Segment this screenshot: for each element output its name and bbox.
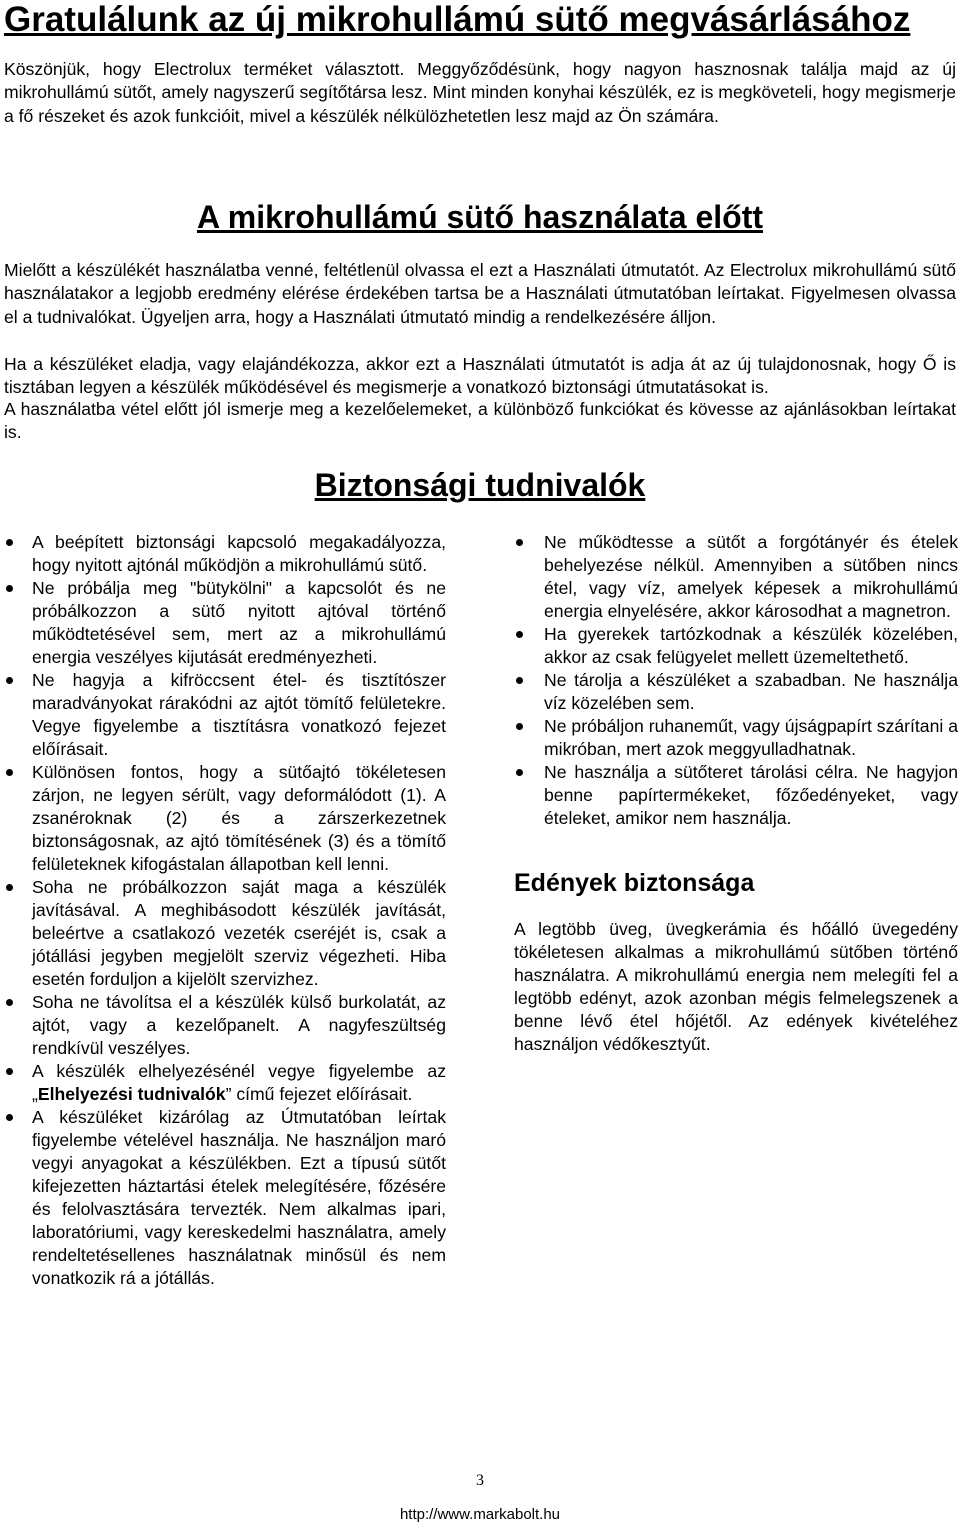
list-item: Különösen fontos, hogy a sütőajtó tökéletesen zárjon, ne legyen sérült, vagy deformálódott (1). A zsanéroknak (2) és a zárszerkezetnek biztonságosnak, az ajtó tömítésének (3) és a tömítő felületeknek kifogástalan állapotban kell lenni.	[4, 761, 446, 876]
safety-list-right	[514, 531, 958, 830]
list-item: A készülék elhelyezésénél vegye figyelembe az „Elhelyezési tudnivalók” című fejezet előírásait.	[4, 1060, 446, 1106]
section-heading-safety: Biztonsági tudnivalók	[314, 467, 646, 503]
bullet-icon	[516, 677, 523, 684]
bullet-icon	[6, 1114, 13, 1121]
section-heading-before-use: A mikrohullámú sütő használata előtt	[196, 199, 763, 235]
bullet-icon	[6, 884, 13, 891]
bullet-icon	[6, 585, 13, 592]
section-heading-cookware-safety: Edények biztonsága	[514, 869, 755, 897]
list-item: Ne tárolja a készüléket a szabadban. Ne használja víz közelében sem.	[514, 669, 958, 715]
intro-paragraph: Köszönjük, hogy Electrolux terméket választott. Meggyőződésünk, hogy nagyon hasznosnak találja majd az új mikrohullámú sütőt, amely nagyszerű segítőtársa lesz. Mint minden konyhai készülék, ez is megköveteli, hogy megismerje a fő részeket és azok funkcióit, mivel a készülék nélkülözhetetlen lesz majd az Ön számára.	[4, 59, 956, 126]
bullet-icon	[6, 539, 13, 546]
before-use-paragraph-2: Ha a készüléket eladja, vagy elajándékozza, akkor ezt a Használati útmutatót is adja át az új tulajdonosnak, hogy Ő is tisztában legyen a készülék működésével és megismerje a vonatkozó biztonsági útmutatásokat is.	[4, 354, 956, 398]
page-title: Gratulálunk az új mikrohullámú sütő megvásárlásához	[4, 0, 911, 39]
list-item: Ha gyerekek tartózkodnak a készülék közelében, akkor az csak felügyelet mellett üzemeltethető.	[514, 623, 958, 669]
list-item: A készüléket kizárólag az Útmutatóban leírtak figyelembe vételével használja. Ne használjon maró vegyi anyagokat a készülékben. Ezt a típusú sütőt kifejezetten háztartási ételek melegítésére, főzésére és felolvasztására tervezték. Nem alkalmas ipari, laboratóriumi, vagy kereskedelmi használatra, amely rendeltetésellenes használatnak minősül és nem vonatkozik rá a jótállás.	[4, 1106, 446, 1290]
bullet-icon	[516, 631, 523, 638]
list-item: Ne használja a sütőteret tárolási célra. Ne hagyjon benne papírtermékeket, főzőedényeket, vagy ételeket, amikor nem használja.	[514, 761, 958, 830]
before-use-paragraph-3: A használatba vétel előtt jól ismerje meg a kezelőelemeket, a különböző funkciókat és kövesse az ajánlásokban leírtakat is.	[4, 399, 956, 443]
list-item: A beépített biztonsági kapcsoló megakadályozza, hogy nyitott ajtónál működjön a mikrohullámú sütő.	[4, 531, 446, 577]
before-use-paragraph-1: Mielőtt a készülékét használatba venné, feltétlenül olvassa el ezt a Használati útmutatót. Az Electrolux mikrohullámú sütő használatakor a legjobb eredmény elérése érdekében tartsa be a Használati útmutatóban leírtakat. Figyelmesen olvassa el a tudnivalókat. Ügyeljen arra, hogy a Használati útmutató mindig a rendelkezésére álljon.	[4, 260, 956, 327]
bullet-icon	[6, 999, 13, 1006]
safety-right-column	[514, 531, 958, 1056]
list-item: Soha ne próbálkozzon saját maga a készülék javításával. A meghibásodott készülék javítását, beleértve a csatlakozó vezeték cseréjét is, csak a jótállási jegyben megjelölt szerviz végezheti. Hiba esetén forduljon a kijelölt szervizhez.	[4, 876, 446, 991]
list-item: Ne próbáljon ruhaneműt, vagy újságpapírt szárítani a mikróban, mert azok meggyulladhatnak.	[514, 715, 958, 761]
list-item: Ne próbálja meg "bütykölni" a kapcsolót és ne próbálkozzon a sütő nyitott ajtóval történő működtetésével sem, mert az a mikrohullámú energia veszélyes kijutását eredményezheti.	[4, 577, 446, 669]
safety-left-column	[4, 531, 446, 1290]
cookware-safety-paragraph: A legtöbb üveg, üvegkerámia és hőálló üvegedény tökéletesen alkalmas a mikrohullámú sütőben történő használatra. A mikrohullámú energia nem melegíti fel a legtöbb edényt, azok azonban mégis felmelegszenek a benne lévő étel hőjétől. Az edények kivételéhez használjon védőkesztyűt.	[514, 919, 958, 1054]
safety-list-left	[4, 531, 446, 1290]
footer-url: http://www.markabolt.hu	[399, 1506, 561, 1523]
bullet-icon	[6, 1068, 13, 1075]
bullet-icon	[516, 769, 523, 776]
bullet-icon	[516, 539, 523, 546]
cross-reference-title: Elhelyezési tudnivalók	[37, 1084, 226, 1104]
list-item: Soha ne távolítsa el a készülék külső burkolatát, az ajtót, vagy a kezelőpanelt. A nagyfeszültség rendkívül veszélyes.	[4, 991, 446, 1060]
list-item: Ne hagyja a kifröccsent étel- és tisztítószer maradványokat rárakódni az ajtót tömítő felületekre. Vegye figyelembe a tisztításra vonatkozó fejezet előírásait.	[4, 669, 446, 761]
bullet-icon	[6, 677, 13, 684]
list-item: Ne működtesse a sütőt a forgótányér és ételek behelyezése nélkül. Amennyiben a sütőben nincs étel, vagy víz, amelyek képesek a mikrohullámú energia elnyelésére, akkor károsodhat a magnetron.	[514, 531, 958, 623]
bullet-icon	[516, 723, 523, 730]
page-number: 3	[476, 1472, 484, 1489]
bullet-icon	[6, 769, 13, 776]
